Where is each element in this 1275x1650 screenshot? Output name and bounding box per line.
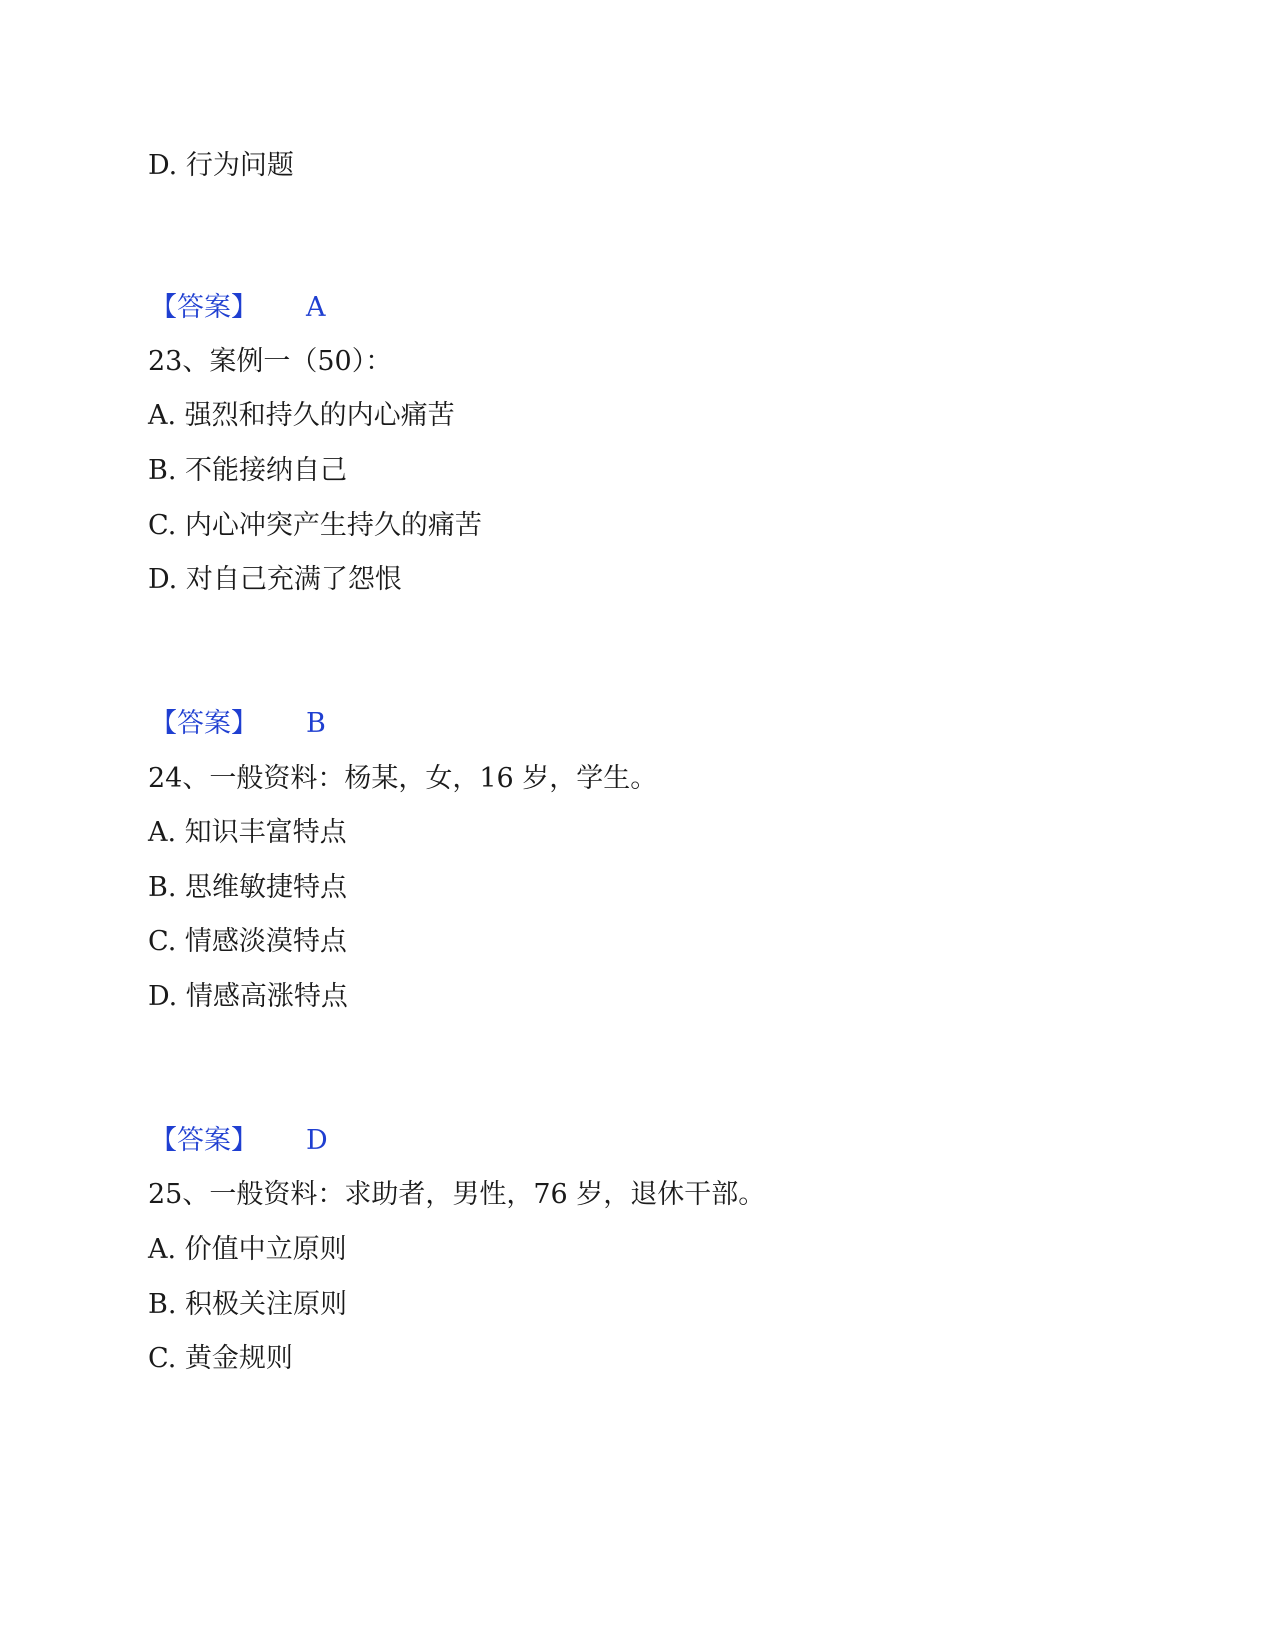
- q23-option-b: B. 不能接纳自己: [148, 455, 348, 486]
- q24-option-a: A. 知识丰富特点: [148, 817, 347, 848]
- q24-option-d: D. 情感高涨特点: [148, 981, 348, 1012]
- q25-option-b: B. 积极关注原则: [148, 1289, 348, 1320]
- q25-question: 25、一般资料：求助者，男性，76 岁，退休干部。: [148, 1179, 766, 1210]
- q24-question: 24、一般资料：杨某，女，16 岁，学生。: [148, 763, 658, 794]
- q25-option-c: C. 黄金规则: [148, 1343, 293, 1374]
- q23-question: 23、案例一（50）：: [148, 346, 393, 377]
- q24-answer: [150, 1123, 328, 1159]
- answer-value: A: [306, 292, 326, 323]
- answer-value: B: [306, 708, 326, 739]
- q23-option-d: D. 对自己充满了怨恨: [148, 564, 402, 595]
- answer-label: 【答案】: [150, 1125, 258, 1156]
- answer-label: 【答案】: [150, 292, 258, 323]
- answer-value: D: [306, 1125, 328, 1156]
- q23-option-c: C. 内心冲突产生持久的痛苦: [148, 510, 482, 541]
- q24-option-c: C. 情感淡漠特点: [148, 926, 347, 957]
- q24-option-b: B. 思维敏捷特点: [148, 872, 348, 903]
- answer-label: 【答案】: [150, 708, 258, 739]
- q23-answer: [150, 706, 326, 742]
- q25-option-a: A. 价值中立原则: [148, 1234, 347, 1265]
- q22-option-d: D. 行为问题: [148, 150, 294, 181]
- q22-answer: [150, 290, 326, 326]
- q23-option-a: A. 强烈和持久的内心痛苦: [148, 400, 455, 431]
